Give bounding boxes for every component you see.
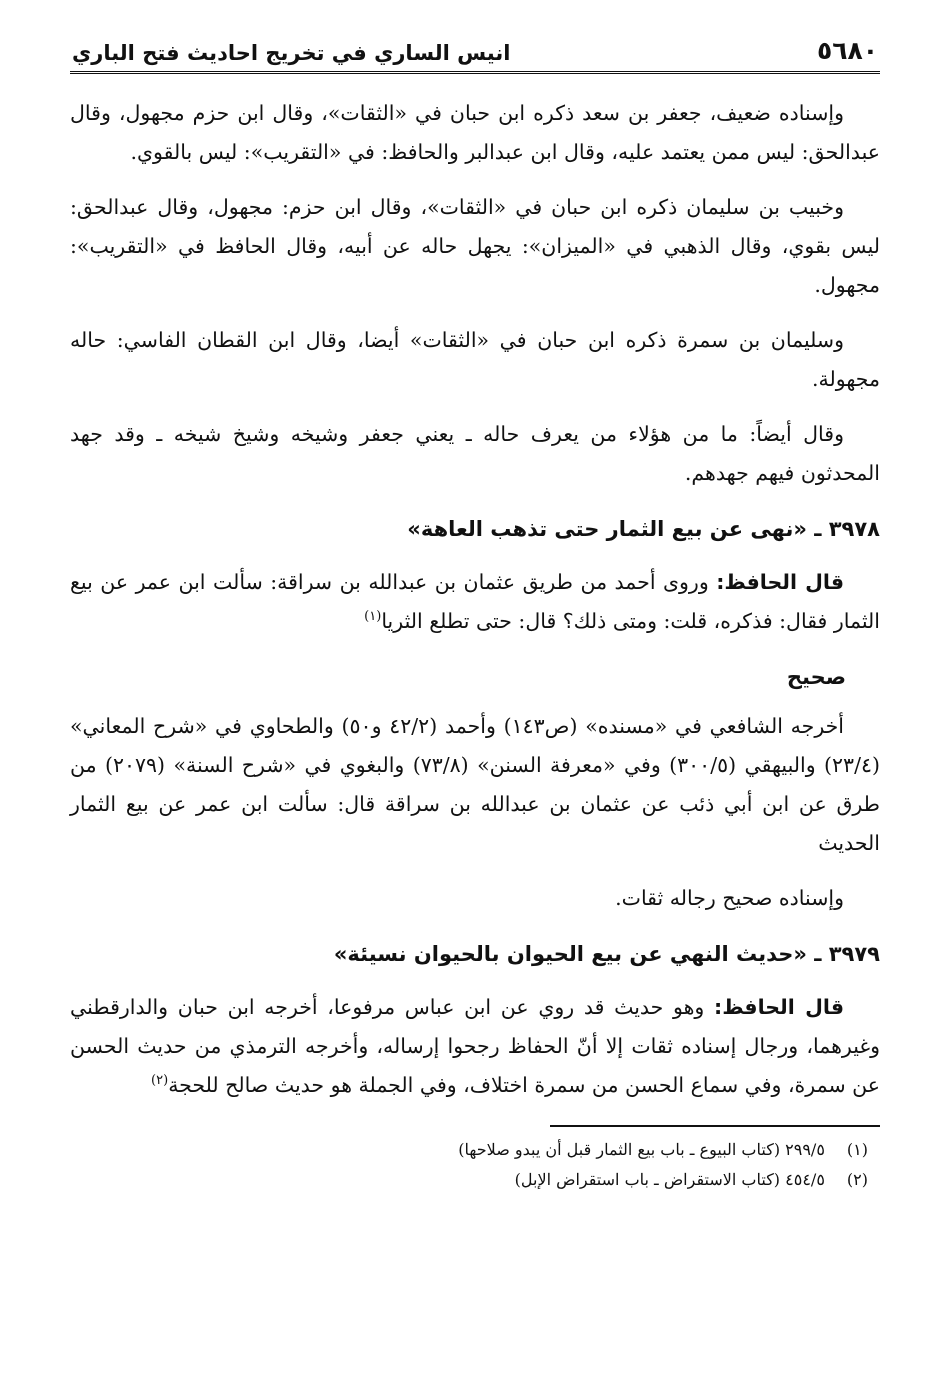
footnote-2 [70,1165,880,1195]
paragraph-khubaib: وخبيب بن سليمان ذكره ابن حبان في «الثقات»، وقال ابن حزم: مجهول، وقال عبدالحق: ليس بقوي، وقال الذهبي في «الميزان»: يجهل حاله عن أبيه، وقال الحافظ في «التقريب»: مجهول. [70,195,880,297]
book-page [70,28,880,1195]
footnote-text: ٤٥٤/٥ (كتاب الاستقراض ـ باب استقراض الإبل) [514,1170,825,1189]
hafiz-lead: قال الحافظ: [716,570,844,594]
paragraph-jafar: وإسناده ضعيف، جعفر بن سعد ذكره ابن حبان في «الثقات»، وقال ابن حزم مجهول، وقال عبدالحق: ليس ممن يعتمد عليه، وقال ابن عبدالبر والحافظ: في «التقريب»: ليس بالقوي. [70,101,880,164]
hadith-3978-heading: ٣٩٧٨ ـ «نهى عن بيع الثمار حتى تذهب العاهة» [407,517,880,541]
footnote-text: ٢٩٩/٥ (كتاب البيوع ـ باب بيع الثمار قبل أن يبدو صلاحها) [458,1140,825,1159]
page-number: ٥٦٨٠ [816,36,878,65]
hadith-3978-hafiz-text [70,563,880,641]
footnote-number: (١) [846,1140,868,1159]
paragraph-sulayman: وسليمان بن سمرة ذكره ابن حبان في «الثقات» أيضا، وقال ابن القطان الفاسي: حاله مجهولة. [70,328,880,391]
hafiz-quote: وهو حديث قد روي عن ابن عباس مرفوعا، أخرجه ابن حبان والدارقطني وغيرهما، ورجال إسناده ثقات إلا أنّ الحفاظ رجحوا إرساله، وأخرجه الترمذي من حديث الحسن عن سمرة، وفي سماع الحسن من سمرة اختلاف، وفي الجملة هو حديث صالح للحجة [70,995,880,1097]
paragraph-ibn-qattan: وقال أيضاً: ما من هؤلاء من يعرف حاله ـ يعني جعفر وشيخه وشيخ شيخه ـ وقد جهد المحدثون فيهم جهدهم. [70,422,880,485]
footnote-divider [550,1125,880,1127]
hafiz-quote: وروى أحمد من طريق عثمان بن عبدالله بن سراقة: سألت ابن عمر عن بيع الثمار فقال: فذكره، قلت: ومتى ذلك؟ قال: حتى تطلع الثريا [70,570,880,633]
running-header [70,28,880,74]
hadith-3978-verdict: صحيح [786,665,846,689]
footnote-1 [70,1135,880,1165]
footnote-ref-1: (١) [364,609,382,625]
hadith-3979-heading: ٣٩٧٩ ـ «حديث النهي عن بيع الحيوان بالحيوان نسيئة» [333,942,880,966]
hadith-3978-takhrij: أخرجه الشافعي في «مسنده» (ص١٤٣) وأحمد (٤٢/٢ و٥٠) والطحاوي في «شرح المعاني» (٢٣/٤) والبيهقي (٣٠٠/٥) وفي «معرفة السنن» (٧٣/٨) والبغوي في «شرح السنة» (٢٠٧٩) من طرق عن ابن أبي ذئب عن عثمان بن عبدالله بن سراقة قال: سألت ابن عمر عن بيع الثمار الحديث [70,714,880,855]
page-body [70,94,880,1195]
hafiz-lead: قال الحافظ: [714,995,844,1019]
hadith-3978-isnad: وإسناده صحيح رجاله ثقات. [615,886,844,910]
footnote-ref-2: (٢) [151,1073,169,1089]
hadith-3979-hafiz-text [70,988,880,1105]
book-title: انيس الساري في تخريج احاديث فتح الباري [72,41,511,65]
footnote-number: (٢) [846,1170,868,1189]
